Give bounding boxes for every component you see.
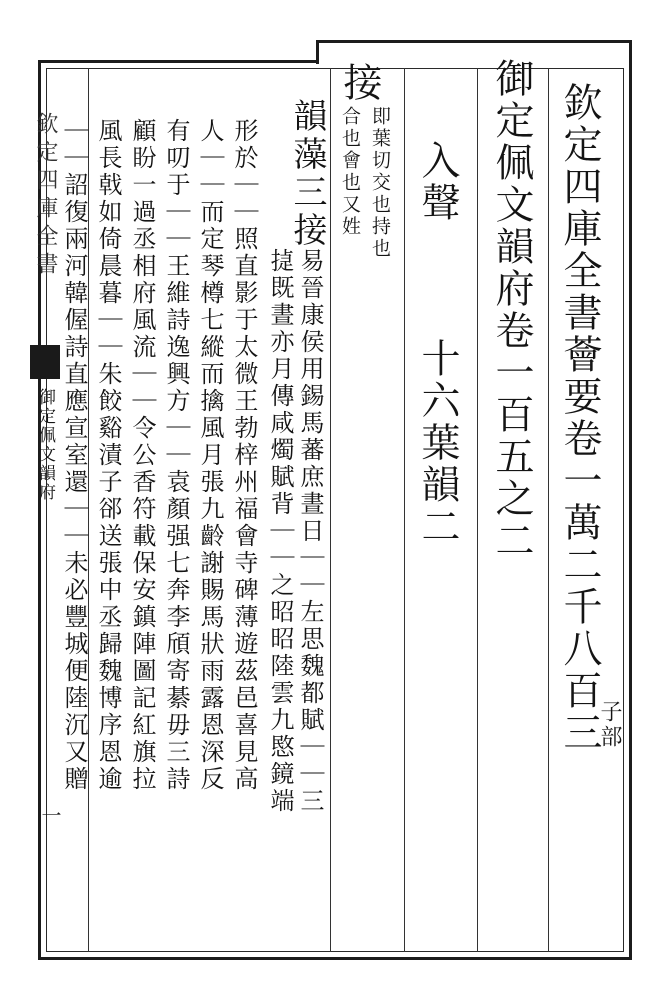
volume-title: 御定佩文韻府卷一百五之二 xyxy=(489,58,534,562)
text-column-5: 有叨于｜｜王維詩逸興方｜｜袁顏强七奔李頎寄綦毋三詩 xyxy=(162,118,190,793)
text-column-1: 易晉康侯用錫馬蕃庶晝日｜｜左思魏都賦｜｜三 xyxy=(296,248,324,815)
column-rule xyxy=(88,68,89,952)
entry-heading: 韻藻三接 xyxy=(287,98,327,250)
title-tab-border xyxy=(316,40,632,64)
text-column-6: 顧盼一過丞相府風流｜｜令公香符載保安鎮陣圖記紅旗拉 xyxy=(128,118,156,793)
column-rule xyxy=(548,68,549,952)
section-label: 子部 xyxy=(597,700,622,750)
fishtail-mark xyxy=(30,345,60,379)
text-column-2: 㨗既晝亦月傳咸燭賦背｜｜之昭昭陸雲九愍鏡端 xyxy=(266,248,294,815)
text-column-8: ｜｜詔復兩河韓偓詩直應宣室還｜｜未必豐城便陸沉又贈 xyxy=(60,118,88,793)
gloss-line-2: 合也會也又姓 xyxy=(339,106,361,238)
tone-heading: 入聲 xyxy=(415,140,460,224)
gutter-title: 欽定四庫全書 xyxy=(33,112,58,280)
book-title: 欽定四庫全書薈要卷一萬二千八百三 xyxy=(557,82,602,754)
column-rule xyxy=(404,68,405,952)
gloss-line-1: 即葉切交也持也 xyxy=(369,106,391,260)
text-column-7: 風長戟如倚晨暮｜｜朱餃谿漬子郤送張中丞歸魏博序恩逾 xyxy=(94,118,122,793)
rhyme-heading: 十六葉韻二 xyxy=(415,338,460,548)
page-number: 一 xyxy=(38,805,62,828)
text-column-3: 形於｜｜照直影于太微王勃梓州福會寺碑薄遊茲邑喜見高 xyxy=(230,118,258,793)
column-rule xyxy=(477,68,478,952)
head-character: 接 xyxy=(337,62,382,104)
text-column-4: 人｜｜而定琴樽七縱而擒風月張九齡謝賜馬狀雨露恩深反 xyxy=(196,118,224,793)
gutter-book-title: 御定佩文韻府 xyxy=(35,388,55,502)
column-rule xyxy=(330,68,331,952)
